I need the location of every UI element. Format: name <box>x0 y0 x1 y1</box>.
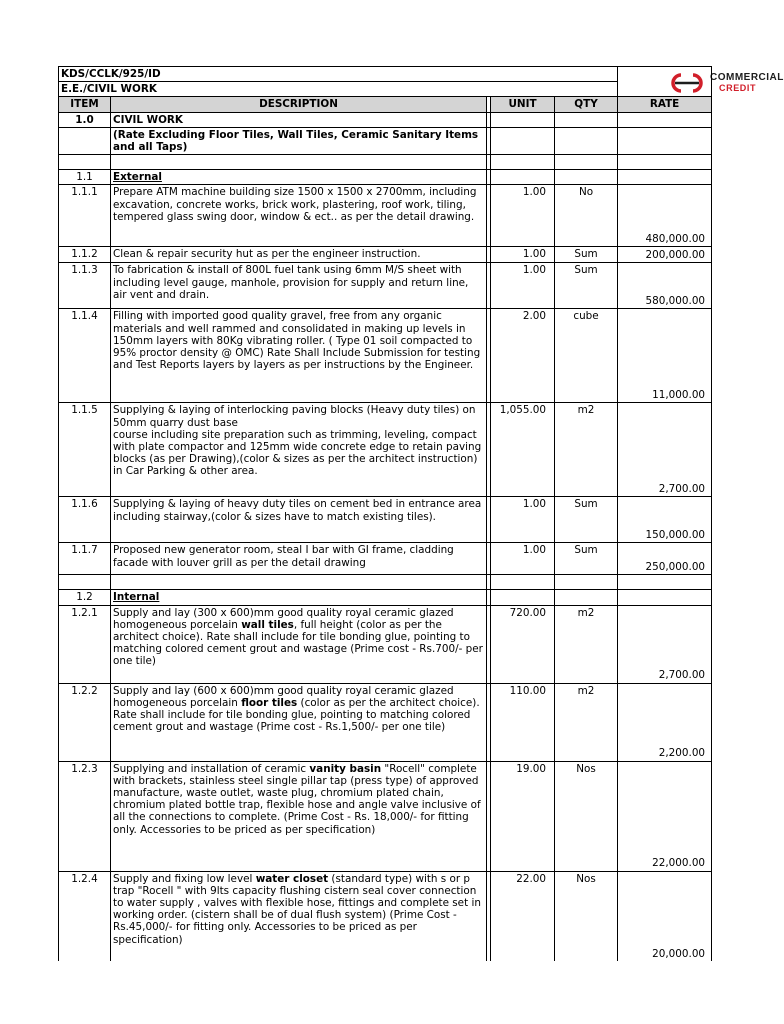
section-row: 1.0 CIVIL WORK <box>59 112 712 127</box>
rate-value: 250,000.00 <box>645 561 706 574</box>
rate-cell <box>618 543 712 575</box>
description-text: (color as per the architect choice). Rate shall include for tile bonding glue, pointing to matching colored cement grout and wastage (Prime cost - Rs.1,500/- per one tile) <box>113 696 480 734</box>
item-description: Supplying & laying of heavy duty tiles on cement bed in entrance area including stairway,(color & sizes have to match existing tiles). <box>111 497 487 543</box>
description-text: "Rocell" complete with brackets, stainless steel single pillar tap (press type) of approved manufacture, waste outlet, waste plug, chromium plated chain, chromium plated bottle trap, flexible hose and angle valve inclusive of all the connections to complete. (Prime Cost - Rs. 18,000/- for fitting only. Accessories to be priced as per specification) <box>113 762 481 836</box>
rate-value: 150,000.00 <box>645 529 706 542</box>
qty-value: Sum <box>555 247 618 263</box>
table-row <box>59 247 712 263</box>
rate-cell <box>618 871 712 961</box>
table-row <box>59 263 712 309</box>
table-row <box>59 871 712 961</box>
logo-text-commercial: COMMERCIAL <box>710 72 784 83</box>
table-row <box>59 683 712 761</box>
item-number: 1.2.2 <box>59 683 111 761</box>
rate-value: 20,000.00 <box>652 947 706 960</box>
qty-value: Sum <box>555 263 618 309</box>
qty-value: m2 <box>555 605 618 683</box>
qty-value: Sum <box>555 497 618 543</box>
item-description: Prepare ATM machine building size 1500 x 1500 x 2700mm, including excavation, concrete works, brick work, plastering, roof work, tiling, tempered glass swing door, window & ect.. as per the detail drawing. <box>111 185 487 247</box>
rate-value: 200,000.00 <box>645 249 706 262</box>
item-number: 1.1.6 <box>59 497 111 543</box>
description-text: , full height (color as per the architect choice). Rate shall include for tile bonding glue, pointing to matching colored cement grout and wastage (Prime cost - Rs.700/- per one tile) <box>113 618 483 668</box>
qty-value: m2 <box>555 403 618 497</box>
col-qty: QTY <box>555 97 618 112</box>
rate-value: 2,700.00 <box>658 669 706 682</box>
qty-value: No <box>555 185 618 247</box>
boq-sheet <box>58 66 711 961</box>
unit-value: 1.00 <box>491 185 555 247</box>
item-number: 1.1.4 <box>59 309 111 403</box>
description-text: Supply and fixing low level <box>113 872 256 885</box>
item-number: 1.2.4 <box>59 871 111 961</box>
table-row <box>59 497 712 543</box>
unit-value: 1.00 <box>491 247 555 263</box>
rate-cell <box>618 683 712 761</box>
unit-value: 1,055.00 <box>491 403 555 497</box>
rate-cell <box>618 605 712 683</box>
unit-value: 22.00 <box>491 871 555 961</box>
subsection-external: 1.1 External <box>59 170 712 185</box>
rate-cell <box>618 403 712 497</box>
section-note-row <box>59 127 712 154</box>
qty-value: cube <box>555 309 618 403</box>
rate-value: 11,000.00 <box>652 389 706 402</box>
item-description: Proposed new generator room, steal I bar with GI frame, cladding facade with louver grill as per the detail drawing <box>111 543 487 575</box>
table-row <box>59 605 712 683</box>
item-description: Supplying & laying of interlocking paving blocks (Heavy duty tiles) on 50mm quarry dust base course including site preparation such as trimming, leveling, compact with plate compactor and 125mm wide concrete edge to retain paving blocks (as per Drawing),(color & sizes as per the architect instruction) in Car Parking & other area. <box>111 403 487 497</box>
description-text: Supply and lay (300 x 600)mm good quality royal ceramic glazed homogeneous porcelain <box>113 606 454 631</box>
unit-value: 2.00 <box>491 309 555 403</box>
rate-cell <box>618 309 712 403</box>
item-description: Filling with imported good quality gravel, free from any organic materials and well rammed and consolidated in making up levels in 150mm layers with 80Kg vibrating roller. ( Type 01 soil compacted to 95% proctor density @ OMC) Rate Shall Include Submission for testing and Test Reports layers by layers as per instructions by the Engineer. <box>111 309 487 403</box>
unit-value: 720.00 <box>491 605 555 683</box>
item-number: 1.1.7 <box>59 543 111 575</box>
table-row <box>59 403 712 497</box>
boq-table <box>58 66 712 961</box>
table-row <box>59 761 712 871</box>
rate-value: 22,000.00 <box>652 857 706 870</box>
description-highlight: wall tiles <box>241 618 294 631</box>
item-number: 1.1.3 <box>59 263 111 309</box>
table-header <box>59 97 712 112</box>
description-highlight: floor tiles <box>241 696 298 709</box>
logo-text-credit: CREDIT <box>719 83 757 93</box>
department-label: E.E./CIVIL WORK <box>59 82 618 97</box>
table-row <box>59 185 712 247</box>
table-row <box>59 543 712 575</box>
item-description <box>111 871 487 961</box>
section-note: (Rate Excluding Floor Tiles, Wall Tiles, Ceramic Sanitary Items and all Taps) <box>111 127 487 154</box>
unit-value: 1.00 <box>491 263 555 309</box>
table-row <box>59 309 712 403</box>
subsection-internal: 1.2 Internal <box>59 590 712 605</box>
item-description <box>111 605 487 683</box>
unit-value: 1.00 <box>491 543 555 575</box>
col-rate: RATE <box>618 97 712 112</box>
qty-value: Nos <box>555 871 618 961</box>
col-unit: UNIT <box>491 97 555 112</box>
item-number: 1.2.1 <box>59 605 111 683</box>
col-item: ITEM <box>59 97 111 112</box>
rate-value: 480,000.00 <box>645 233 706 246</box>
unit-value: 110.00 <box>491 683 555 761</box>
description-highlight: water closet <box>255 872 329 885</box>
item-number: 1.1.1 <box>59 185 111 247</box>
rate-value: 580,000.00 <box>645 295 706 308</box>
item-description <box>111 683 487 761</box>
rate-cell <box>618 497 712 543</box>
qty-value: Nos <box>555 761 618 871</box>
description-highlight: vanity basin <box>309 762 382 775</box>
qty-value: m2 <box>555 683 618 761</box>
description-text: (standard type) with s or p trap "Rocell " with 9lts capacity flushing cistern seal cover connection to water supply , valves with flexible hose, fittings and complete set in working order. (cistern shall be of dual flush system) (Prime Cost - Rs.45,000/- for fitting only. Accessories to be priced as per specification) <box>113 872 481 946</box>
rate-cell <box>618 185 712 247</box>
rate-value: 2,200.00 <box>658 747 706 760</box>
rate-cell <box>618 761 712 871</box>
item-number: 1.1.2 <box>59 247 111 263</box>
unit-value: 1.00 <box>491 497 555 543</box>
item-description <box>111 761 487 871</box>
rate-value: 2,700.00 <box>658 483 706 496</box>
description-text: Supplying and installation of ceramic <box>113 762 310 775</box>
item-description: To fabrication & install of 800L fuel tank using 6mm M/S sheet with including level gauge, manhole, provision for supply and return line, air vent and drain. <box>111 263 487 309</box>
item-number: 1.2.3 <box>59 761 111 871</box>
unit-value: 19.00 <box>491 761 555 871</box>
item-description: Clean & repair security hut as per the engineer instruction. <box>111 247 487 263</box>
description-text: Supply and lay (600 x 600)mm good quality royal ceramic glazed homogeneous porcelain <box>113 684 454 709</box>
rate-cell <box>618 247 712 263</box>
rate-cell <box>618 263 712 309</box>
col-description: DESCRIPTION <box>111 97 487 112</box>
qty-value: Sum <box>555 543 618 575</box>
item-number: 1.1.5 <box>59 403 111 497</box>
section-title: CIVIL WORK <box>111 112 487 127</box>
document-ref: KDS/CCLK/925/ID <box>59 67 618 82</box>
